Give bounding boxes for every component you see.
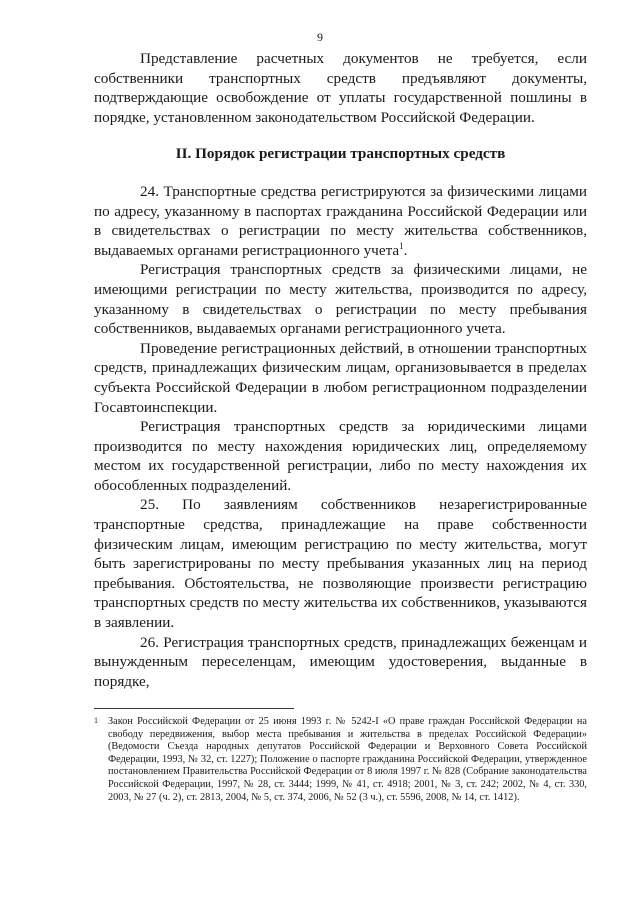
footnote-text: Закон Российской Федерации от 25 июня 1993 г. № 5242-I «О праве граждан Российской Федерации на свободу передвижения, выбор места пребывания и жительства в пределах Российской Федерации» (Ведомости Съезда народных депутатов Российской Федерации и Верховного Совета Российской Федерации, 1993, № 32, ст. 1227); Положение о паспорте гражданина Российской Федерации, утвержденное постановлением Правительства Российской Федерации от 8 июля 1997 г. № 828 (Собрание законодательства Российской Федерации, 1997, № 28, ст. 3444; 1999, № 41, ст. 4918; 2001, № 3, ст. 242; 2002, № 4, ст. 330, 2003, № 27 (ч. 2), ст. 2813, 2004, № 5, ст. 374, 2006, № 52 (3 ч.), ст. 5596, 2008, № 14, ст. 1412). bbox=[108, 716, 587, 803]
paragraph-legal-entities: Регистрация транспортных средств за юридическими лицами производится по месту нахождения юридических лиц, определяемому местом их государственной регистрации, либо по месту нахождения их обособленных подразделений. bbox=[94, 418, 587, 494]
page-number: 9 bbox=[317, 30, 323, 44]
footnote-marker: 1 bbox=[94, 716, 98, 725]
paragraph-26: 26. Регистрация транспортных средств, принадлежащих беженцам и вынужденным переселенцам, имеющим удостоверения, выданные в порядке, bbox=[94, 633, 587, 690]
footnote-reference[interactable]: 1 bbox=[399, 240, 404, 251]
document-body bbox=[94, 49, 587, 691]
section-heading: II. Порядок регистрации транспортных средств bbox=[175, 145, 506, 163]
paragraph-payment-documents: Представление расчетных документов не требуется, если собственники транспортных средств предъявляют документы, подтверждающие освобождение от уплаты государственной пошлины в порядке, установленном законодательством Российской Федерации. bbox=[94, 50, 587, 126]
paragraph-24-text: 24. Транспортные средства регистрируются за физическими лицами по адресу, указанному в паспортах гражданина Российской Федерации или в свидетельствах о регистрации по месту жительства собственников, выдаваемых органами регистрационного учета bbox=[94, 182, 587, 259]
paragraph-24 bbox=[94, 182, 587, 260]
paragraph-25: 25. По заявлениям собственников незарегистрированные транспортные средства, принадлежащие на праве собственности физическим лицам, имеющим регистрацию по месту жительства, могут быть зарегистрированы по месту пребывания указанных лиц на период пребывания. Обстоятельства, не позволяющие произвести регистрацию транспортных средств по месту жительства их собственников, указываются в заявлении. bbox=[94, 496, 587, 632]
paragraph-24-end: . bbox=[403, 241, 408, 259]
paragraph-no-residence-registration: Регистрация транспортных средств за физическими лицами, не имеющими регистрации по месту жительства, производится по адресу, указанному в свидетельствах о регистрации по месту пребывания собственников, выдаваемых органами регистрационного учета. bbox=[94, 261, 587, 338]
footnote-divider bbox=[94, 708, 294, 709]
footnote bbox=[94, 716, 587, 804]
paragraph-registration-actions: Проведение регистрационных действий, в отношении транспортных средств, принадлежащих физическим лицам, организовывается в пределах субъекта Российской Федерации в любом регистрационном подразделении Госавтоинспекции. bbox=[94, 339, 587, 416]
